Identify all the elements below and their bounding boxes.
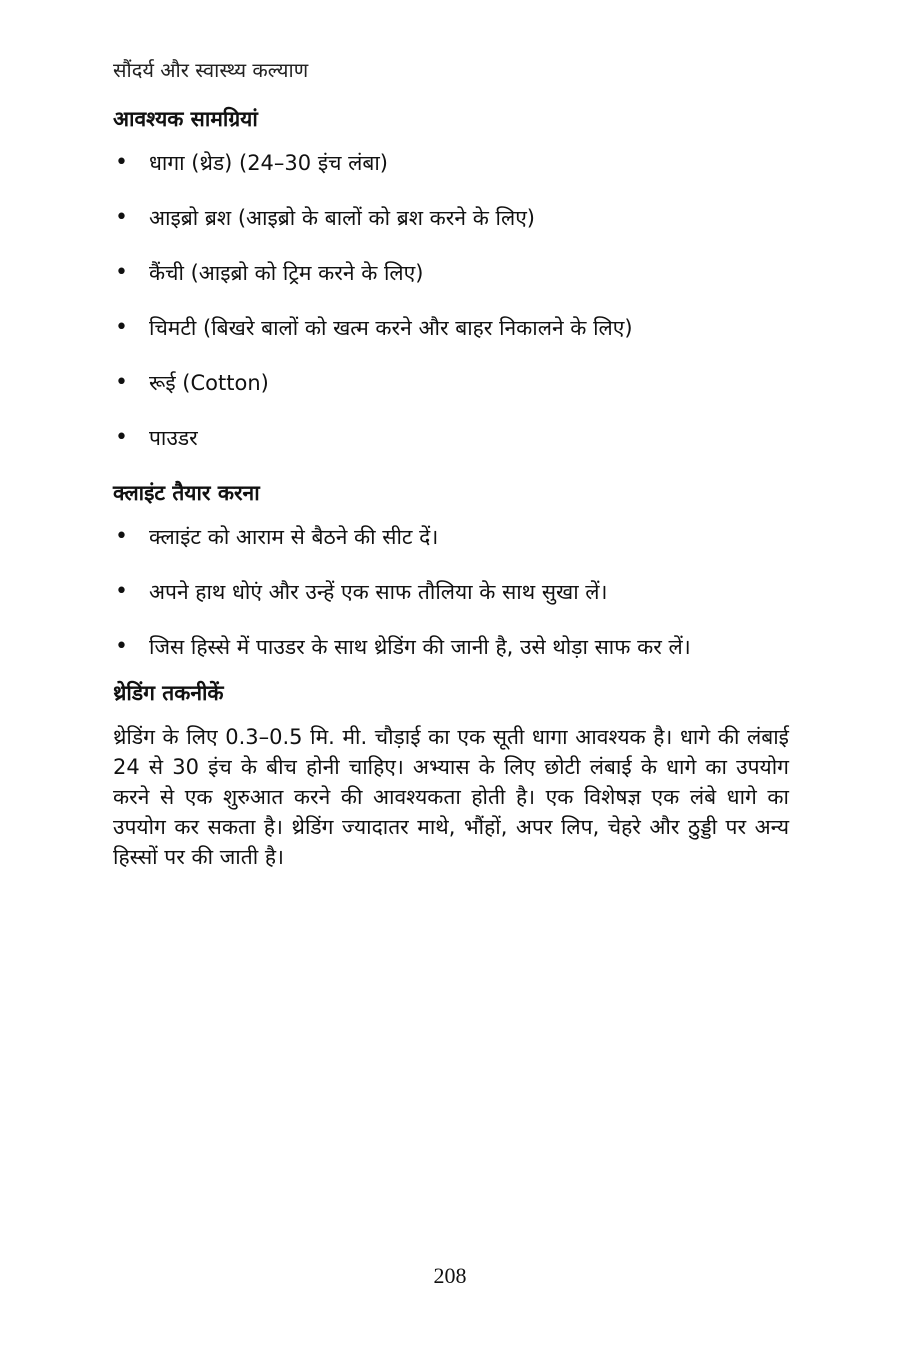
bullet-icon: •	[115, 150, 128, 175]
list-item	[113, 577, 789, 607]
list-item-text: जिस हिस्से में पाउडर के साथ थ्रेडिंग की जानी है, उसे थोड़ा साफ कर लें।	[149, 635, 691, 659]
list-item-text: अपने हाथ धोएं और उन्हें एक साफ तौलिया के साथ सुखा लें।	[149, 580, 608, 604]
bullet-icon: •	[115, 205, 128, 230]
page-content	[113, 56, 789, 872]
list-item	[113, 203, 789, 233]
bullet-icon: •	[115, 579, 128, 604]
list-item-text: पाउडर	[149, 426, 198, 450]
list-item-text: चिमटी (बिखरे बालों को खत्म करने और बाहर निकालने के लिए)	[149, 316, 633, 340]
materials-heading: आवश्यक सामग्रियां	[113, 107, 258, 131]
bullet-icon: •	[115, 370, 128, 395]
bullet-icon: •	[115, 425, 128, 450]
client-prep-list	[113, 522, 789, 662]
list-item-text: कैंची (आइब्रो को ट्रिम करने के लिए)	[149, 261, 424, 285]
bullet-icon: •	[115, 634, 128, 659]
list-item	[113, 258, 789, 288]
list-item	[113, 148, 789, 178]
bullet-icon: •	[115, 524, 128, 549]
list-item-text: धागा (थ्रेड) (24–30 इंच लंबा)	[149, 151, 388, 175]
techniques-paragraph: थ्रेडिंग के लिए 0.3–0.5 मि. मी. चौड़ाई का एक सूती धागा आवश्यक है। धागे की लंबाई 24 से 30 इंच के बीच होनी चाहिए। अभ्यास के लिए छोटी लंबाई के धागे का उपयोग करने से एक शुरुआत करने की आवश्यकता होती है। एक विशेषज्ञ एक लंबे धागे का उपयोग कर सकता है। थ्रेडिंग ज्यादातर माथे, भौंहों, अपर लिप, चेहरे और ठुड्डी पर अन्य हिस्सों पर की जाती है।	[113, 725, 789, 869]
list-item	[113, 368, 789, 398]
list-item	[113, 313, 789, 343]
bullet-icon: •	[115, 260, 128, 285]
client-prep-heading: क्लाइंट तैयार करना	[113, 481, 260, 505]
running-header: सौंदर्य और स्वास्थ्य कल्याण	[113, 58, 309, 82]
list-item	[113, 632, 789, 662]
list-item	[113, 423, 789, 453]
list-item-text: रूई (Cotton)	[149, 371, 269, 395]
list-item-text: आइब्रो ब्रश (आइब्रो के बालों को ब्रश करने के लिए)	[149, 206, 536, 230]
materials-list	[113, 148, 789, 453]
list-item-text: क्लाइंट को आराम से बैठने की सीट दें।	[149, 525, 439, 549]
bullet-icon: •	[115, 315, 128, 340]
list-item	[113, 522, 789, 552]
page-number: 208	[433, 1263, 467, 1288]
techniques-heading: थ्रेडिंग तकनीकें	[113, 681, 224, 705]
